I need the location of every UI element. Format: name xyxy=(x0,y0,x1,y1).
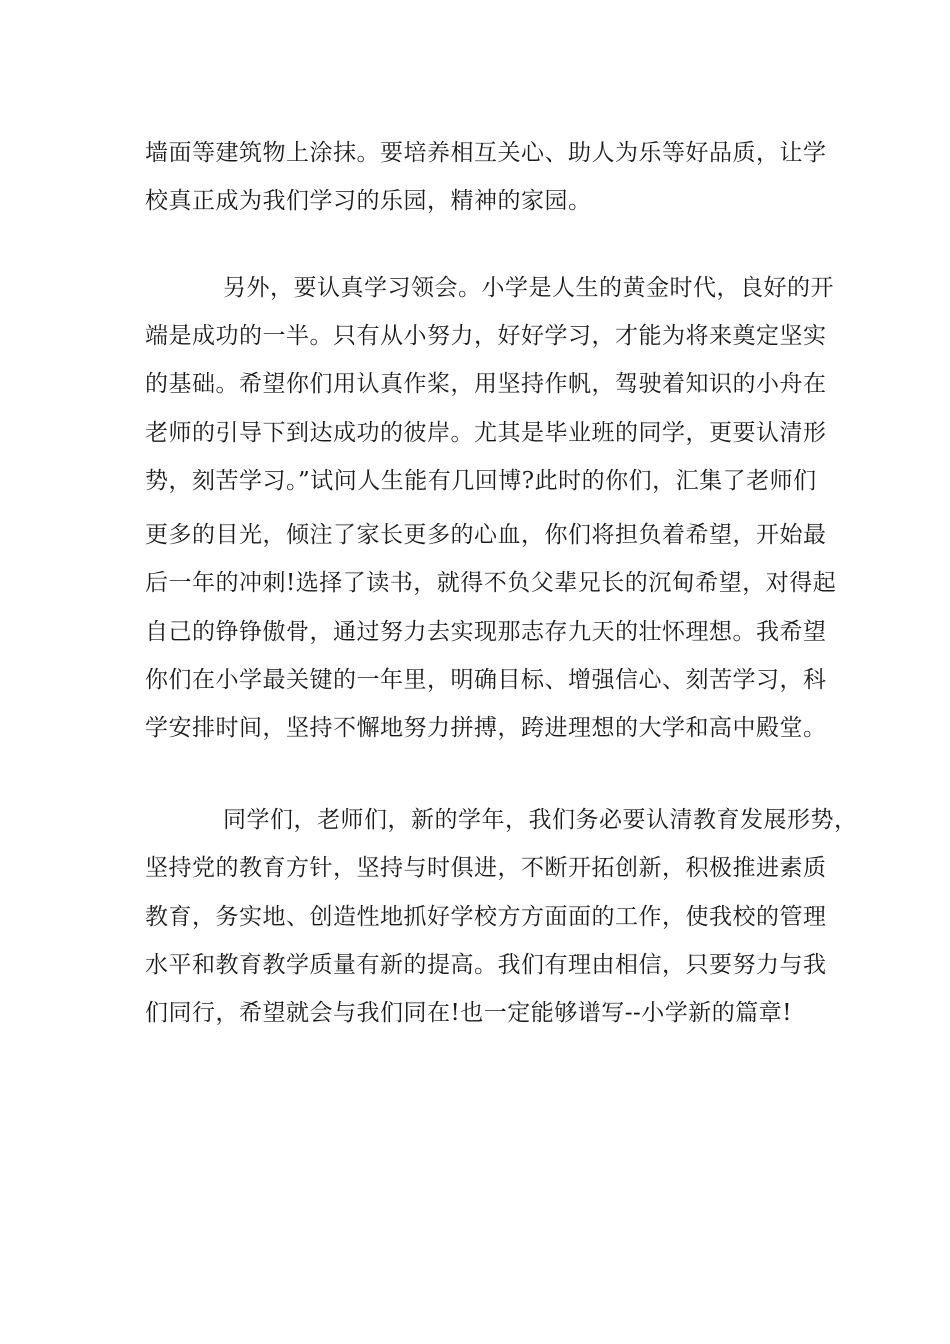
paragraph-3-line-4: 水平和教育教学质量有新的提高。我们有理由相信，只要努力与我 xyxy=(145,952,827,978)
paragraph-2-line-2: 端是成功的一半。只有从小努力，好好学习，才能为将来奠定坚实 xyxy=(145,323,827,349)
paragraph-1-line-2: 校真正成为我们学习的乐园，精神的家园。 xyxy=(145,188,592,214)
paragraph-1-line-1: 墙面等建筑物上涂抹。要培养相互关心、助人为乐等好品质，让学 xyxy=(145,140,827,166)
paragraph-2-line-10: 学安排时间，坚持不懈地努力拼搏，跨进理想的大学和高中殿堂。 xyxy=(145,715,827,741)
paragraph-2-line-3: 的基础。希望你们用认真作桨，用坚持作帆，驾驶着知识的小舟在 xyxy=(145,371,827,397)
paragraph-3-line-3: 教育，务实地、创造性地抓好学校方方面面的工作，使我校的管理 xyxy=(145,904,827,930)
paragraph-2-line-1: 另外，要认真学习领会。小学是人生的黄金时代，良好的开 xyxy=(223,275,834,301)
paragraph-2-line-9: 你们在小学最关键的一年里，明确目标、增强信心、刻苦学习，科 xyxy=(145,667,827,693)
paragraph-2-line-7: 后一年的冲刺!选择了读书，就得不负父辈兄长的沉甸希望，对得起 xyxy=(145,570,837,596)
paragraph-3-line-5: 们同行，希望就会与我们同在!也一定能够谱写--小学新的篇章! xyxy=(145,1000,793,1026)
paragraph-2-line-4: 老师的引导下到达成功的彼岸。尤其是毕业班的同学，更要认清形 xyxy=(145,420,827,446)
paragraph-2-line-6: 更多的目光，倾注了家长更多的心血，你们将担负着希望，开始最 xyxy=(145,522,827,548)
paragraph-2-line-5: 势，刻苦学习。”试问人生能有几回博?此时的你们，汇集了老师们 xyxy=(145,468,817,494)
paragraph-3-line-1: 同学们，老师们，新的学年，我们务必要认清教育发展形势， xyxy=(223,807,858,833)
paragraph-3-line-2: 坚持党的教育方针，坚持与时俱进，不断开拓创新，积极推进素质 xyxy=(145,855,827,881)
paragraph-2-line-8: 自己的铮铮傲骨，通过努力去实现那志存九天的壮怀理想。我希望 xyxy=(145,619,827,645)
